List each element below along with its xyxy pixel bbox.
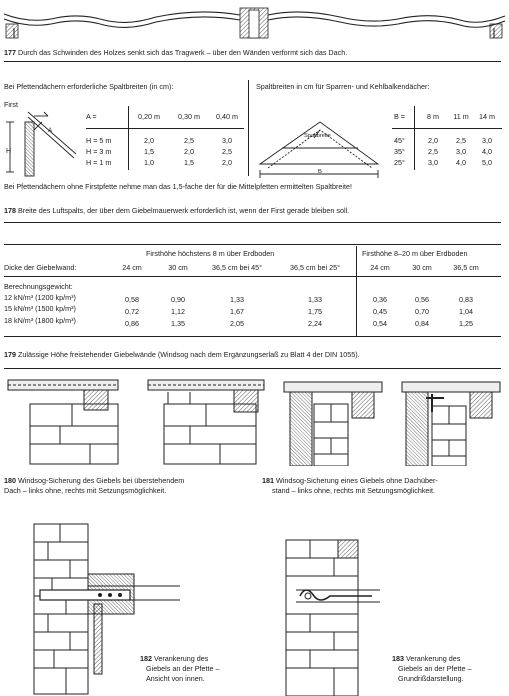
table179-cell: 0,54 <box>373 319 387 328</box>
fig178-caption <box>4 206 349 215</box>
left-table-vrule <box>128 106 129 170</box>
table179-cell: 0,36 <box>373 295 387 304</box>
table179-col: 36,5 cm <box>453 263 479 272</box>
fig183-line3: Grundrißdarstellung. <box>398 674 464 683</box>
right-row-1-label: 45° <box>394 136 405 145</box>
b-value-2: 11 m <box>453 112 469 121</box>
divider <box>4 368 501 369</box>
svg-text:A: A <box>48 128 53 134</box>
h-label: H <box>6 146 12 155</box>
fig179-number: 179 <box>4 350 16 359</box>
fig182-number: 182 <box>140 654 152 663</box>
fig179-caption <box>4 350 360 359</box>
fig182-line3: Ansicht von innen. <box>146 674 205 683</box>
fig180-line2: Dach – links ohne, rechts mit Setzungsmöglichkeit. <box>4 486 167 495</box>
fig182-caption <box>140 654 208 663</box>
right-cell: 4,0 <box>456 158 466 167</box>
table179-cell: 0,58 <box>125 295 139 304</box>
left-row-1-label: H = 5 m <box>86 136 112 145</box>
left-cell: 2,5 <box>184 136 194 145</box>
fig183-number: 183 <box>392 654 404 663</box>
right-row-2-label: 35° <box>394 147 405 156</box>
divider <box>4 61 501 62</box>
left-row-2-label: H = 3 m <box>86 147 112 156</box>
table179-cell: 1,12 <box>171 307 185 316</box>
spalt-label: Spaltbreite <box>304 133 331 139</box>
fig180-181-drawings <box>0 374 509 466</box>
fig180-number: 180 <box>4 476 16 485</box>
left-cell: 3,0 <box>222 136 232 145</box>
a-label: A = <box>86 112 97 121</box>
right-cell: 2,5 <box>428 147 438 156</box>
fig179-text: Zulässige Höhe freistehender Giebelwände (Windsog nach dem Ergänzungserlaß zu Blatt 4 der DIN 1055). <box>18 350 360 359</box>
fig177-caption <box>4 48 347 57</box>
right-table-rule <box>392 128 502 129</box>
table179-row-label: 15 kN/m³ (1500 kp/m³) <box>4 304 76 313</box>
b-value-1: 8 m <box>427 112 439 121</box>
table179-cell: 0,45 <box>373 307 387 316</box>
fig177-roof-drawing <box>0 0 509 40</box>
fig181-number: 181 <box>262 476 274 485</box>
table179-cell: 1,75 <box>308 307 322 316</box>
right-cell: 5,0 <box>482 158 492 167</box>
right-table-title: Spaltbreiten in cm für Sparren- und Kehlbalkendächer: <box>256 82 430 91</box>
left-cell: 1,5 <box>184 158 194 167</box>
divider <box>4 222 501 223</box>
a-value-3: 0,40 m <box>216 112 238 121</box>
table179-col: 36,5 cm bei 45° <box>211 263 263 272</box>
right-row-3-label: 25° <box>394 158 405 167</box>
fig178-text: Breite des Luftspalts, der über dem Giebelmauerwerk erforderlich ist, wenn der First gerade bleiben soll. <box>18 206 350 215</box>
table179-group1: Firsthöhe höchstens 8 m über Erdboden <box>146 249 275 258</box>
table179-col: 30 cm <box>168 263 188 272</box>
table179-cell: 1,35 <box>171 319 185 328</box>
fig181-caption <box>262 476 438 485</box>
table179-cell: 0,90 <box>171 295 185 304</box>
right-cell: 4,0 <box>482 147 492 156</box>
fig177-text: Durch das Schwinden des Holzes senkt sich das Tragwerk – über den Wänden verformt sich das Dach. <box>18 48 348 57</box>
dicke-label: Dicke der Giebelwand: <box>4 263 77 272</box>
table179-bottom-rule <box>4 336 501 337</box>
left-cell: 1,5 <box>144 147 154 156</box>
table179-cell: 1,67 <box>230 307 244 316</box>
table179-cell: 0,83 <box>459 295 473 304</box>
table179-col: 30 cm <box>412 263 432 272</box>
fig182-line1: Verankerung des <box>154 654 209 663</box>
left-table-title: Bei Pfettendächern erforderliche Spaltbreiten (in cm): <box>4 82 174 91</box>
table-separator <box>248 80 249 176</box>
a-value-1: 0,20 m <box>138 112 160 121</box>
left-cell: 1,0 <box>144 158 154 167</box>
left-cell: 2,0 <box>144 136 154 145</box>
left-table-rule <box>86 128 244 129</box>
fig178-number: 178 <box>4 206 16 215</box>
b-axis-label: B <box>318 169 322 175</box>
right-cell: 3,0 <box>456 147 466 156</box>
right-cell: 3,0 <box>428 158 438 167</box>
table179-col: 24 cm <box>370 263 390 272</box>
note-text: Bei Pfettendächern ohne Firstpfette nehme man das 1,5-fache der für die Mittelpfetten ermittelten Spaltbreite! <box>4 182 352 191</box>
table179-cell: 2,24 <box>308 319 322 328</box>
table179-cell: 2,05 <box>230 319 244 328</box>
left-cell: 2,0 <box>222 158 232 167</box>
table179-cell: 1,25 <box>459 319 473 328</box>
right-cell: 2,5 <box>456 136 466 145</box>
table179-cell: 0,70 <box>415 307 429 316</box>
table179-cell: 0,86 <box>125 319 139 328</box>
table179-cell: 1,33 <box>308 295 322 304</box>
first-label: First <box>4 100 18 109</box>
table179-cell: 1,33 <box>230 295 244 304</box>
left-cell: 2,0 <box>184 147 194 156</box>
right-table-vrule <box>414 106 415 170</box>
fig183-line2: Giebels an der Pfette – <box>398 664 472 673</box>
table179-cell: 0,84 <box>415 319 429 328</box>
gewicht-label: Berechnungsgewicht: <box>4 282 73 291</box>
right-cell: 2,0 <box>428 136 438 145</box>
fig180-line1: Windsog-Sicherung des Giebels bei überstehendem <box>18 476 185 485</box>
b-value-3: 14 m <box>479 112 495 121</box>
fig183-caption <box>392 654 460 663</box>
table179-col: 24 cm <box>122 263 142 272</box>
table179-cell: 1,04 <box>459 307 473 316</box>
table179-col: 36,5 cm bei 25° <box>289 263 341 272</box>
purlin-roof-sketch <box>4 106 80 178</box>
table179-cell: 0,72 <box>125 307 139 316</box>
table179-head-rule <box>4 276 501 277</box>
table179-top-rule <box>4 244 501 245</box>
fig181-line2: stand – links ohne, rechts mit Setzungsmöglichkeit. <box>272 486 435 495</box>
fig180-caption <box>4 476 184 485</box>
left-cell: 2,5 <box>222 147 232 156</box>
table179-group2: Firsthöhe 8–20 m über Erdboden <box>362 249 468 258</box>
fig183-line1: Verankerung des <box>406 654 461 663</box>
table179-row-label: 12 kN/m³ (1200 kp/m³) <box>4 293 76 302</box>
a-value-2: 0,30 m <box>178 112 200 121</box>
table179-cell: 0,56 <box>415 295 429 304</box>
b-label: B = <box>394 112 405 121</box>
fig182-line2: Giebels an der Pfette – <box>146 664 220 673</box>
fig177-number: 177 <box>4 48 16 57</box>
left-row-3-label: H = 1 m <box>86 158 112 167</box>
table179-row-label: 18 kN/m³ (1800 kp/m³) <box>4 316 76 325</box>
fig181-line1: Windsog-Sicherung eines Giebels ohne Dachüber- <box>276 476 438 485</box>
right-cell: 3,0 <box>482 136 492 145</box>
table179-vrule <box>356 246 357 336</box>
